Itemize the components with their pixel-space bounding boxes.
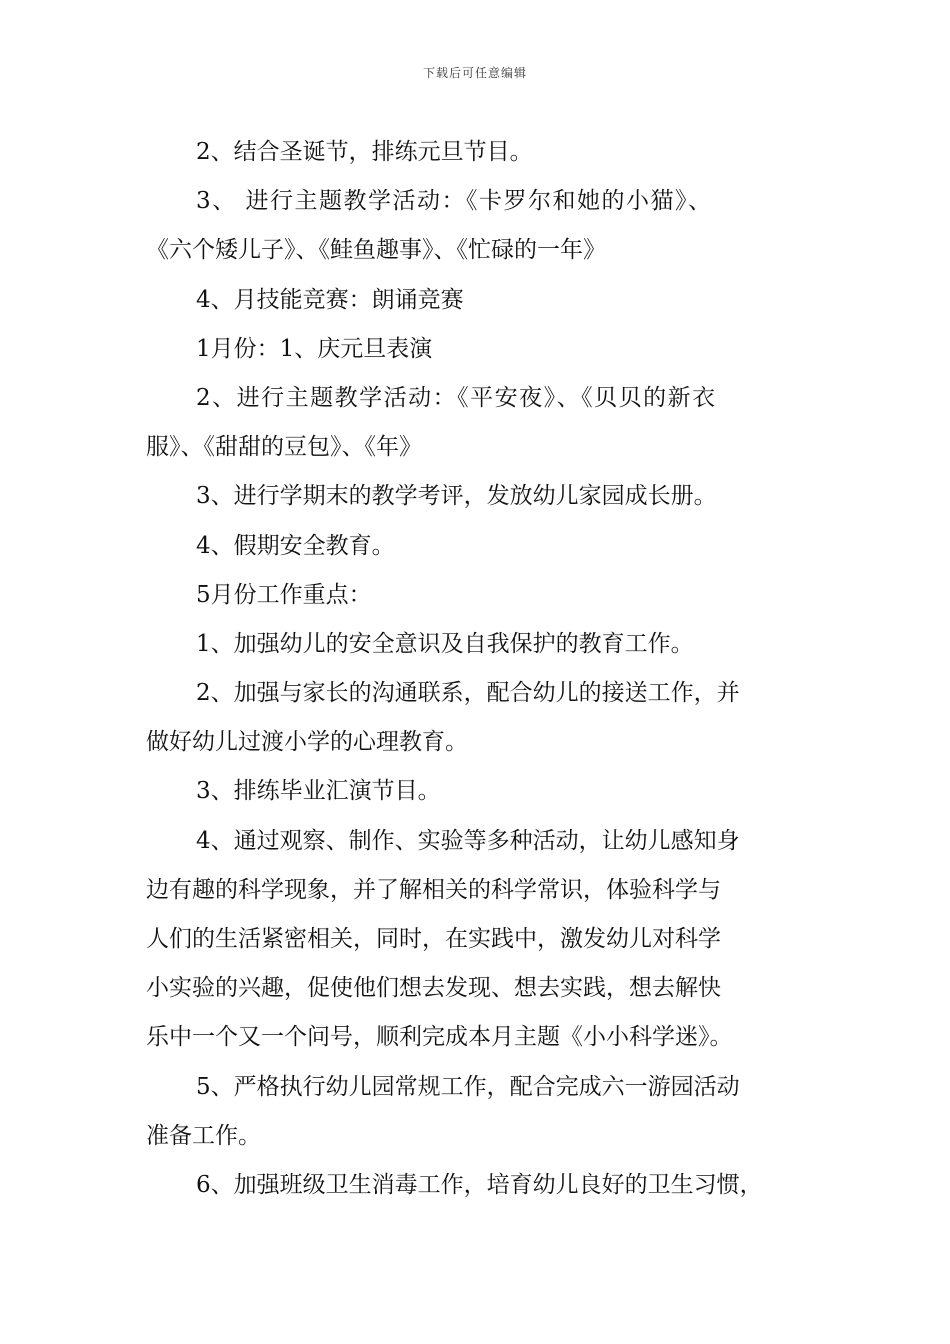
paragraph-line: 人们的生活紧密相关，同时，在实践中，激发幼儿对科学 — [146, 926, 721, 952]
paragraph-line: 2、进行主题教学活动：《平安夜》、《贝贝的新衣 — [196, 384, 717, 411]
paragraph-line: 3、排练毕业汇演节目。 — [196, 778, 441, 805]
paragraph-line: 5月份工作重点： — [196, 581, 372, 608]
paragraph-line: 《六个矮儿子》、《鲑鱼趣事》、《忙碌的一年》 — [146, 237, 606, 264]
paragraph-line: 小实验的兴趣，促使他们想去发现、想去实践，想去解快 — [146, 975, 721, 1002]
paragraph-line: 2、结合圣诞节，排练元旦节目。 — [196, 139, 533, 165]
paragraph-line: 4、通过观察、制作、实验等多种活动，让幼儿感知身 — [196, 827, 740, 854]
paragraph-line: 边有趣的科学现象，并了解相关的科学常识，体验科学与 — [146, 876, 721, 903]
paragraph-line: 5、严格执行幼儿园常规工作，配合完成六一游园活动 — [196, 1073, 740, 1100]
paragraph-line: 1月份：1、庆元旦表演 — [196, 335, 433, 362]
document-body — [146, 128, 826, 1210]
paragraph-line: 乐中一个又一个问号，顺利完成本月主题《小小科学迷》。 — [146, 1024, 733, 1051]
paragraph-line: 4、假期安全教育。 — [196, 532, 395, 559]
paragraph-line: 1、加强幼儿的安全意识及自我保护的教育工作。 — [196, 630, 694, 657]
paragraph-line: 4、月技能竞赛：朗诵竞赛 — [196, 286, 464, 313]
paragraph-line: 3、进行学期末的教学考评，发放幼儿家园成长册。 — [196, 483, 717, 510]
paragraph-line: 3、 进行主题教学活动：《卡罗尔和她的小猫》、 — [196, 188, 713, 215]
paragraph-line: 做好幼儿过渡小学的心理教育。 — [146, 729, 468, 756]
paragraph-line: 2、加强与家长的沟通联系，配合幼儿的接送工作，并 — [196, 680, 740, 707]
paragraph-line: 6、加强班级卫生消毒工作，培育幼儿良好的卫生习惯， — [196, 1171, 763, 1198]
page-header-note: 下载后可任意编辑 — [422, 66, 527, 80]
paragraph-line: 服》、《甜甜的豆包》、《年》 — [146, 434, 422, 461]
paragraph-line: 准备工作。 — [146, 1122, 261, 1149]
